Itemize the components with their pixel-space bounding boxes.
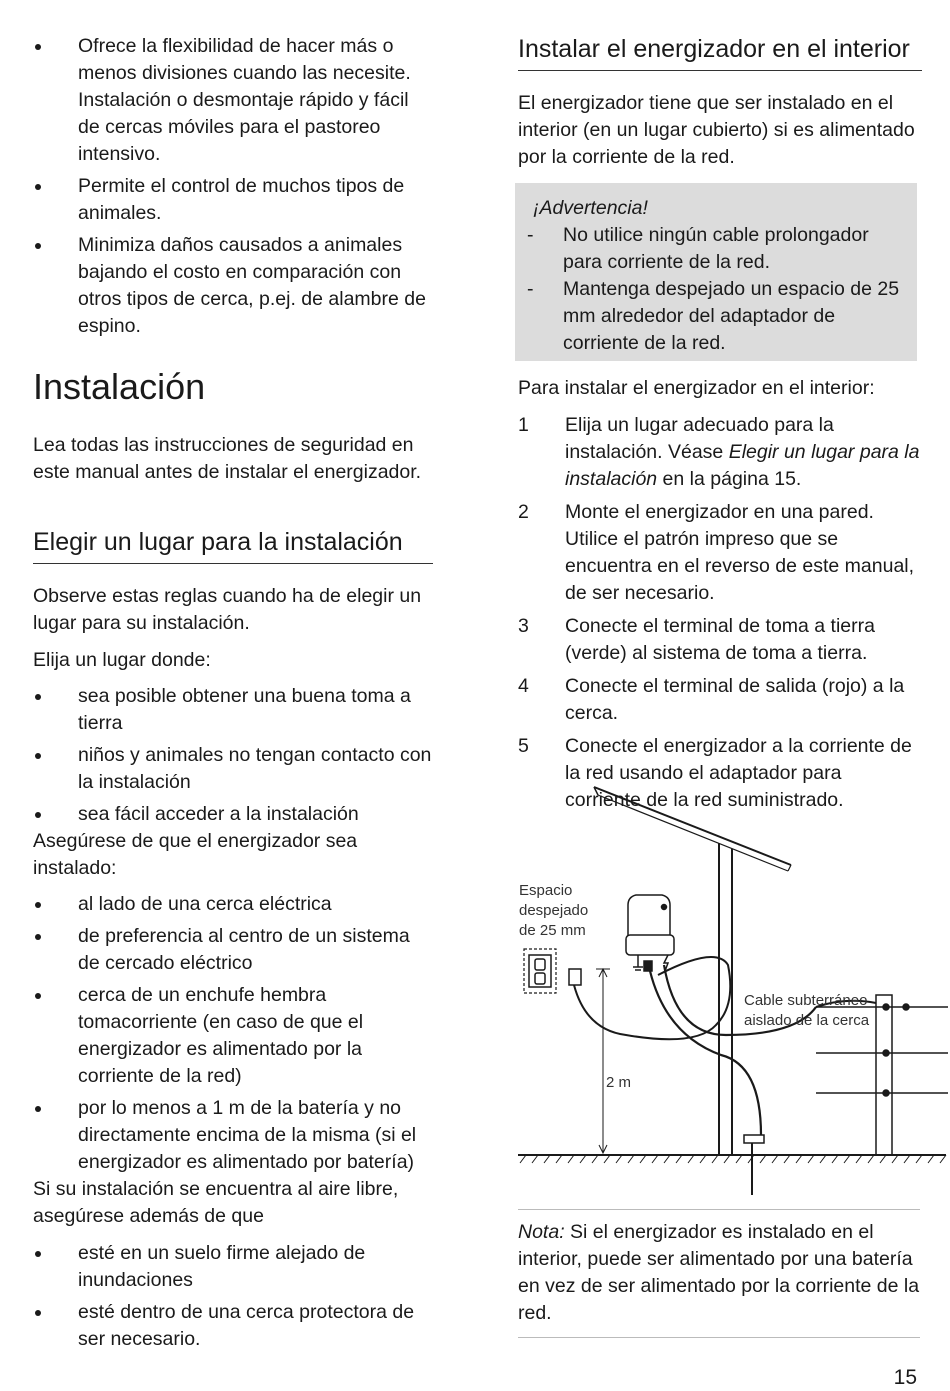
indoor-text: El energizador tiene que ser instalado en el interior (en un lugar cubierto) si es alimentado por la corriente de la red.: [518, 92, 915, 168]
location-heading: Elegir un lugar para la instalación: [33, 527, 433, 564]
list-item: Permite el control de muchos tipos de animales.: [33, 173, 433, 227]
intro-bullet-list: [33, 33, 433, 345]
step-number: 3: [518, 615, 529, 637]
outdoor-text: Si su instalación se encuentra al aire libre, asegúrese además de que: [33, 1178, 399, 1227]
warning-title: ¡Advertencia!: [533, 197, 648, 219]
step-number: 4: [518, 675, 529, 697]
list-item: niños y animales no tengan contacto con la instalación: [33, 742, 433, 796]
roof-line: [594, 787, 791, 865]
list-item: por lo menos a 1 m de la batería y no directamente encima de la misma (si el energizador es alimentado por batería): [33, 1095, 433, 1176]
step-item: [518, 499, 922, 607]
steps-intro: Para instalar el energizador en el interior:: [518, 377, 875, 399]
outdoor-bullet-list: [33, 1240, 433, 1353]
list-item: sea fácil acceder a la instalación: [33, 801, 433, 828]
step-number: 1: [518, 414, 529, 436]
list-item: Ofrece la flexibilidad de hacer más o menos divisiones cuando las necesite. Instalación o desmontaje rápido y fácil de cercas móviles para el pastoreo intensivo.: [33, 33, 433, 168]
step-item: [518, 412, 922, 493]
install-text: Lea todas las instrucciones de seguridad en este manual antes de instalar el energizador.: [33, 434, 422, 483]
step-item: [518, 673, 922, 727]
ensure-text: Asegúrese de que el energizador sea instalado:: [33, 830, 358, 879]
step-item: [518, 613, 922, 667]
step-text: Elija un lugar adecuado para la instalación. Véase: [565, 414, 834, 463]
list-item: esté en un suelo firme alejado de inundaciones: [33, 1240, 433, 1294]
list-item: de preferencia al centro de un sistema de cercado eléctrico: [33, 923, 433, 977]
install-title: Instalación: [33, 366, 206, 407]
location-intro: Observe estas reglas cuando ha de elegir un lugar para su instalación.: [33, 585, 422, 634]
list-item: sea posible obtener una buena toma a tierra: [33, 683, 433, 737]
ensure-bullet-list: [33, 891, 433, 1176]
warning-box: [515, 183, 917, 361]
install-steps: [518, 412, 922, 820]
step-text: Monte el energizador en una pared. Utilice el patrón impreso que se encuentra en el reverso de este manual, de ser necesario.: [565, 501, 915, 604]
height-label: 2 m: [606, 1074, 632, 1091]
step-text: Conecte el energizador a la corriente de la red usando el adaptador para corriente de la red suministrado.: [565, 735, 912, 811]
step-text: Conecte el terminal de salida (rojo) a la cerca.: [565, 675, 905, 724]
list-item: al lado de una cerca eléctrica: [33, 891, 433, 918]
clearance-label: Espacio despejado de 25 mm: [519, 882, 589, 939]
note-box: [518, 1209, 920, 1338]
page-number: 15: [893, 1366, 917, 1389]
fence-post: [876, 995, 892, 1155]
step-number: 5: [518, 735, 529, 757]
list-item: Minimiza daños causados a animales bajando el costo en comparación con otros tipos de cerca, p.ej. de alambre de espino.: [33, 232, 433, 340]
where-bullet-list: [33, 683, 433, 828]
warning-item: - Mantenga despejado un espacio de 25 mm alrededor del adaptador de corriente de la red.: [527, 276, 909, 357]
warning-item: - No utilice ningún cable prolongador para corriente de la red.: [527, 222, 909, 276]
note-text: Si el energizador es instalado en el interior, puede ser alimentado por una batería en vez de ser alimentado por la corriente de la red.: [518, 1221, 920, 1324]
step-text-end: en la página 15.: [657, 468, 802, 490]
step-text: Conecte el terminal de toma a tierra (verde) al sistema de toma a tierra.: [565, 615, 875, 664]
installation-diagram: [516, 785, 948, 1205]
energizer-unit: [626, 895, 674, 955]
step-reference: Elegir un lugar para la instalación: [565, 441, 920, 490]
location-section: [33, 583, 433, 1358]
note-label: Nota:: [518, 1221, 565, 1243]
list-item: esté dentro de una cerca protectora de ser necesario.: [33, 1299, 433, 1353]
indoor-heading: Instalar el energizador en el interior: [518, 34, 922, 71]
choose-where-text: Elija un lugar donde:: [33, 649, 211, 671]
list-item: cerca de un enchufe hembra tomacorriente (en caso de que el energizador es alimentado por la corriente de la red): [33, 982, 433, 1090]
cable-label: Cable subterráneo aislado de la cerca: [744, 992, 870, 1029]
step-number: 2: [518, 501, 529, 523]
